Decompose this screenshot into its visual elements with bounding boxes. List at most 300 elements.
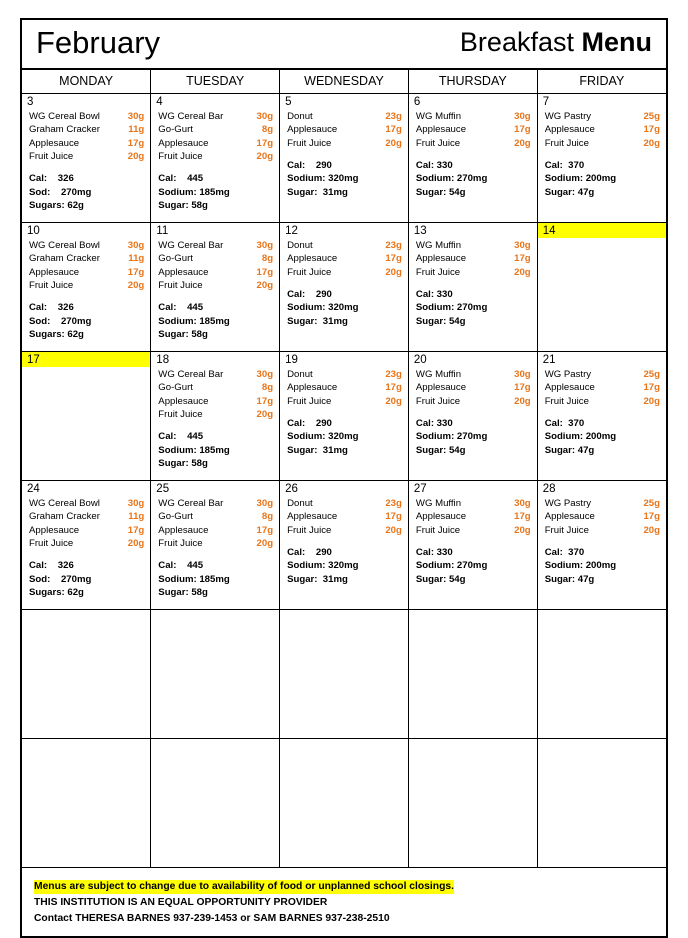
menu-item-grams: 20g: [643, 395, 660, 407]
day-content: [22, 109, 150, 215]
calendar-day-cell[interactable]: [22, 739, 151, 868]
menu-item-name: Applesauce: [544, 382, 595, 394]
menu-item-grams: 20g: [385, 524, 402, 536]
nutrition-total-line: Sugar: 31mg: [287, 186, 348, 198]
menu-item-grams: 11g: [128, 253, 145, 265]
menu-item-name: Applesauce: [158, 137, 209, 149]
day-content: [280, 238, 408, 330]
nutrition-total-line: Sod: 270mg: [29, 573, 92, 585]
menu-item: [29, 137, 144, 150]
day-content: [409, 238, 537, 330]
menu-item: [545, 510, 660, 523]
menu-item: [416, 252, 531, 265]
menu-item-grams: 30g: [514, 369, 531, 381]
menu-item: [29, 266, 144, 279]
calendar-day-cell[interactable]: [280, 352, 409, 481]
day-content: [409, 367, 537, 459]
day-content: [22, 367, 150, 370]
calendar-day-cell[interactable]: [537, 352, 666, 481]
menu-item-grams: 17g: [385, 511, 402, 523]
menu-item-grams: 20g: [127, 279, 145, 291]
menu-item: [158, 279, 273, 292]
menu-item: [287, 137, 402, 150]
menu-item: [287, 497, 402, 510]
day-content: [280, 613, 408, 616]
nutrition-totals: [287, 159, 402, 200]
menu-item-name: Fruit Juice: [415, 524, 461, 536]
menu-item-grams: 17g: [127, 137, 145, 149]
menu-item-grams: 17g: [256, 395, 274, 407]
menu-item: [158, 368, 273, 381]
menu-item-name: WG Muffin: [415, 240, 462, 252]
nutrition-totals: [158, 301, 273, 342]
menu-item-name: Fruit Juice: [544, 395, 589, 407]
menu-item-grams: 23g: [385, 111, 402, 123]
calendar-day-cell[interactable]: [280, 94, 409, 223]
calendar-day-cell[interactable]: [408, 223, 537, 352]
menu-item-grams: 17g: [256, 524, 274, 536]
menu-item-grams: 20g: [385, 137, 402, 149]
day-number: 3: [27, 96, 34, 109]
nutrition-total-line: Sodium: 270mg: [415, 302, 488, 314]
menu-item-grams: 17g: [514, 511, 531, 523]
menu-item-name: Applesauce: [287, 253, 338, 265]
day-number: 21: [542, 354, 556, 367]
nutrition-total-line: Sodium: 270mg: [415, 431, 488, 443]
menu-item: [29, 239, 144, 252]
nutrition-totals: [545, 546, 660, 587]
menu-item-grams: 20g: [256, 279, 274, 291]
calendar-day-cell[interactable]: [22, 223, 151, 352]
menu-item-grams: 23g: [385, 498, 402, 510]
nutrition-totals: [29, 301, 144, 342]
day-content: [151, 367, 279, 473]
menu-item-name: Fruit Juice: [29, 537, 74, 549]
month-title: February: [36, 25, 161, 60]
day-content: [538, 613, 666, 616]
menu-item-name: Donut: [287, 369, 313, 381]
calendar-day-cell[interactable]: [22, 352, 151, 481]
day-content: [538, 367, 666, 459]
menu-item-name: Applesauce: [29, 137, 80, 149]
nutrition-total-line: Cal: 290: [287, 159, 332, 171]
menu-item: [158, 510, 273, 523]
menu-item-grams: 30g: [514, 111, 531, 123]
calendar-day-cell[interactable]: [151, 94, 280, 223]
calendar-day-cell[interactable]: [151, 352, 280, 481]
weekday-header: WEDNESDAY: [280, 70, 409, 94]
menu-item-grams: 17g: [643, 511, 660, 523]
day-content: [151, 109, 279, 215]
menu-item-grams: 20g: [256, 150, 274, 162]
menu-item-grams: 20g: [514, 395, 531, 407]
menu-item-name: Fruit Juice: [158, 150, 203, 162]
menu-item-name: Applesauce: [415, 124, 467, 136]
day-content: [538, 496, 666, 588]
menu-item-name: Fruit Juice: [415, 395, 461, 407]
menu-item: [416, 497, 531, 510]
menu-item-name: Go-Gurt: [158, 253, 193, 265]
calendar-day-cell[interactable]: [280, 223, 409, 352]
nutrition-totals: [545, 417, 660, 458]
menu-item-name: Fruit Juice: [415, 266, 461, 278]
nutrition-total-line: Sugar: 31mg: [287, 444, 348, 456]
footer-contact: Contact THERESA BARNES 937-239-1453 or SAM BARNES 937-238-2510: [34, 913, 390, 925]
nutrition-total-line: Sugar: 58g: [158, 458, 208, 470]
menu-item: [416, 239, 531, 252]
menu-item-name: Graham Cracker: [29, 511, 100, 523]
menu-footer: [22, 867, 666, 936]
nutrition-total-line: Sugars: 62g: [29, 200, 84, 212]
menu-item-grams: 20g: [256, 408, 274, 420]
nutrition-totals: [158, 559, 273, 600]
calendar-day-cell[interactable]: [408, 739, 537, 868]
menu-item: [287, 110, 402, 123]
menu-item-grams: 17g: [385, 382, 402, 394]
menu-item-name: WG Cereal Bowl: [29, 111, 100, 123]
nutrition-total-line: Cal: 326: [29, 559, 74, 571]
menu-item-name: Donut: [287, 498, 313, 510]
menu-item-name: WG Muffin: [415, 111, 462, 123]
day-number: 17: [22, 352, 150, 367]
menu-item-name: Fruit Juice: [29, 150, 74, 162]
menu-item: [29, 150, 144, 163]
menu-item: [158, 524, 273, 537]
calendar-week-row: [22, 223, 666, 352]
menu-item-grams: 30g: [514, 498, 531, 510]
calendar-day-cell[interactable]: [408, 610, 537, 739]
menu-item-name: WG Pastry: [544, 111, 592, 123]
nutrition-total-line: Sugar: 47g: [544, 573, 595, 585]
day-number: 19: [285, 354, 298, 367]
menu-item: [287, 252, 402, 265]
day-content: [22, 496, 150, 602]
day-content: [151, 613, 279, 616]
nutrition-totals: [416, 159, 531, 200]
calendar-week-row: [22, 739, 666, 868]
menu-item-grams: 20g: [127, 537, 145, 549]
menu-item-name: Go-Gurt: [158, 382, 193, 394]
menu-item-name: Applesauce: [544, 511, 595, 523]
menu-item-grams: 11g: [128, 511, 145, 523]
weekday-header: TUESDAY: [151, 70, 280, 94]
nutrition-total-line: Sod: 270mg: [29, 315, 92, 327]
menu-item: [287, 510, 402, 523]
calendar-table: [22, 69, 666, 867]
day-content: [280, 496, 408, 588]
nutrition-totals: [287, 417, 402, 458]
menu-item-grams: 25g: [643, 498, 660, 510]
nutrition-total-line: Cal: 290: [287, 288, 332, 300]
calendar-day-cell[interactable]: [280, 481, 409, 610]
nutrition-totals: [287, 288, 402, 329]
menu-item: [416, 395, 531, 408]
menu-item-name: Applesauce: [158, 524, 209, 536]
weekday-row: [22, 70, 666, 94]
menu-type-title: [460, 28, 652, 58]
nutrition-total-line: Cal: 290: [287, 417, 332, 429]
nutrition-total-line: Cal: 370: [544, 159, 585, 171]
calendar-day-cell[interactable]: [151, 739, 280, 868]
calendar-week-row: [22, 610, 666, 739]
nutrition-totals: [158, 430, 273, 471]
calendar-header-row: [22, 70, 666, 94]
menu-item-grams: 30g: [127, 111, 145, 123]
menu-item-name: WG Cereal Bar: [158, 498, 224, 510]
menu-item-name: WG Pastry: [544, 498, 592, 510]
menu-item-grams: 17g: [643, 382, 660, 394]
calendar-day-cell[interactable]: [151, 481, 280, 610]
menu-item-name: Applesauce: [544, 124, 595, 136]
menu-item: [287, 395, 402, 408]
menu-item-name: Donut: [287, 240, 313, 252]
menu-item: [29, 524, 144, 537]
menu-item-grams: 30g: [256, 498, 274, 510]
menu-item-name: WG Cereal Bar: [158, 369, 224, 381]
menu-item: [158, 239, 273, 252]
menu-item: [29, 279, 144, 292]
menu-item: [416, 524, 531, 537]
nutrition-total-line: Cal: 326: [29, 172, 74, 184]
meal-label: Breakfast: [459, 27, 574, 58]
nutrition-total-line: Sugar: 54g: [415, 444, 466, 456]
menu-item-name: Fruit Juice: [544, 524, 589, 536]
menu-item: [545, 524, 660, 537]
menu-item: [287, 368, 402, 381]
day-number: 13: [413, 225, 427, 238]
menu-item-grams: 30g: [256, 111, 274, 123]
calendar-day-cell[interactable]: [151, 223, 280, 352]
calendar-day-cell[interactable]: [280, 610, 409, 739]
nutrition-total-line: Sugar: 58g: [158, 329, 208, 341]
menu-item: [416, 510, 531, 523]
menu-item-name: Graham Cracker: [29, 124, 100, 136]
menu-item-name: Go-Gurt: [158, 511, 193, 523]
nutrition-total-line: Sugars: 62g: [29, 329, 84, 341]
nutrition-total-line: Sodium: 200mg: [544, 173, 617, 185]
menu-item-grams: 17g: [385, 253, 402, 265]
nutrition-total-line: Cal: 370: [544, 546, 585, 558]
day-number: 11: [156, 225, 169, 238]
menu-item-grams: 25g: [643, 369, 660, 381]
day-number: 10: [27, 225, 40, 238]
nutrition-total-line: Cal: 330: [415, 546, 453, 558]
day-number: 18: [156, 354, 170, 367]
menu-item-grams: 20g: [385, 395, 402, 407]
menu-item-name: WG Pastry: [544, 369, 592, 381]
nutrition-totals: [545, 159, 660, 200]
calendar-day-cell[interactable]: [537, 94, 666, 223]
menu-item: [416, 381, 531, 394]
menu-item-name: Fruit Juice: [544, 137, 589, 149]
menu-item-grams: 30g: [514, 240, 531, 252]
nutrition-total-line: Sodium: 270mg: [415, 560, 488, 572]
menu-item-grams: 20g: [127, 150, 145, 162]
menu-item-name: Applesauce: [158, 395, 209, 407]
menu-item-grams: 20g: [643, 137, 660, 149]
weekday-header: FRIDAY: [537, 70, 666, 94]
menu-item: [416, 110, 531, 123]
day-number: 25: [156, 483, 170, 496]
menu-item-grams: 17g: [127, 524, 145, 536]
calendar-week-row: [22, 94, 666, 223]
nutrition-total-line: Cal: 330: [415, 417, 453, 429]
menu-item-grams: 25g: [643, 111, 660, 123]
day-content: [538, 238, 666, 241]
menu-item-name: Fruit Juice: [158, 279, 203, 291]
menu-item-grams: 8g: [261, 253, 274, 265]
nutrition-total-line: Sugar: 31mg: [287, 315, 348, 327]
menu-item-name: WG Cereal Bowl: [29, 498, 100, 510]
nutrition-total-line: Sugar: 54g: [415, 186, 466, 198]
menu-item-name: Graham Cracker: [29, 253, 100, 265]
menu-item: [158, 150, 273, 163]
menu-item-grams: 23g: [385, 240, 402, 252]
nutrition-total-line: Sodium: 270mg: [415, 173, 488, 185]
nutrition-total-line: Cal: 330: [415, 288, 453, 300]
menu-item-grams: 20g: [514, 524, 531, 536]
calendar-day-cell[interactable]: [22, 94, 151, 223]
calendar-day-cell[interactable]: [22, 610, 151, 739]
menu-item-grams: 20g: [385, 266, 402, 278]
calendar-day-cell[interactable]: [537, 481, 666, 610]
day-content: [409, 109, 537, 201]
menu-item-grams: 20g: [256, 537, 274, 549]
day-content: [22, 613, 150, 616]
day-content: [280, 367, 408, 459]
menu-item-grams: 17g: [514, 124, 531, 136]
menu-item: [545, 395, 660, 408]
calendar-day-cell[interactable]: [408, 481, 537, 610]
menu-item: [158, 137, 273, 150]
day-number: 12: [285, 225, 298, 238]
menu-item-grams: 17g: [256, 137, 274, 149]
footer-provider-statement: THIS INSTITUTION IS AN EQUAL OPPORTUNITY PROVIDER: [34, 897, 328, 909]
menu-item: [416, 368, 531, 381]
menu-item-grams: 23g: [385, 369, 402, 381]
menu-item-grams: 8g: [261, 511, 274, 523]
calendar-day-cell[interactable]: [537, 223, 666, 352]
day-content: [280, 742, 408, 745]
menu-item: [287, 524, 402, 537]
day-content: [280, 109, 408, 201]
nutrition-total-line: Sodium: 185mg: [158, 573, 230, 585]
menu-item-grams: 11g: [128, 124, 145, 136]
menu-item: [29, 252, 144, 265]
day-number: 27: [413, 483, 427, 496]
weekday-header: THURSDAY: [408, 70, 537, 94]
menu-item-grams: 30g: [256, 240, 274, 252]
day-number: 7: [542, 96, 550, 109]
footer-disclaimer: Menus are subject to change due to availability of food or unplanned school closings.: [34, 881, 454, 893]
calendar-day-cell[interactable]: [408, 94, 537, 223]
day-content: [409, 742, 537, 745]
menu-item-name: Fruit Juice: [29, 279, 74, 291]
menu-item: [29, 497, 144, 510]
calendar-day-cell[interactable]: [280, 739, 409, 868]
menu-item-grams: 30g: [127, 498, 145, 510]
day-number: 14: [538, 223, 666, 238]
nutrition-total-line: Sodium: 185mg: [158, 444, 230, 456]
menu-item-name: Applesauce: [415, 511, 467, 523]
menu-item-grams: 17g: [643, 124, 660, 136]
calendar-day-cell[interactable]: [537, 739, 666, 868]
nutrition-total-line: Cal: 290: [287, 546, 332, 558]
day-number: 28: [542, 483, 556, 496]
nutrition-total-line: Sugar: 31mg: [287, 573, 348, 585]
nutrition-total-line: Sodium: 320mg: [287, 431, 359, 443]
menu-item: [158, 408, 273, 421]
nutrition-total-line: Cal: 445: [158, 301, 204, 313]
nutrition-total-line: Sodium: 320mg: [287, 173, 359, 185]
nutrition-total-line: Sodium: 320mg: [287, 560, 359, 572]
calendar-day-cell[interactable]: [408, 352, 537, 481]
nutrition-totals: [287, 546, 402, 587]
day-number: 20: [413, 354, 427, 367]
menu-item-grams: 17g: [514, 253, 531, 265]
menu-item: [158, 537, 273, 550]
menu-item-grams: 8g: [261, 124, 274, 136]
menu-item-grams: 17g: [127, 266, 145, 278]
menu-item: [416, 123, 531, 136]
day-content: [22, 238, 150, 344]
nutrition-total-line: Cal: 445: [158, 172, 204, 184]
menu-item: [287, 266, 402, 279]
menu-item-grams: 17g: [514, 382, 531, 394]
menu-item: [29, 537, 144, 550]
calendar-body: [22, 94, 666, 868]
calendar-day-cell[interactable]: [151, 610, 280, 739]
calendar-day-cell[interactable]: [537, 610, 666, 739]
day-number: 26: [285, 483, 298, 496]
nutrition-total-line: Sodium: 320mg: [287, 302, 359, 314]
menu-item-name: WG Cereal Bar: [158, 240, 224, 252]
menu-item: [158, 395, 273, 408]
nutrition-total-line: Sodium: 185mg: [158, 186, 230, 198]
menu-item-name: Applesauce: [29, 524, 80, 536]
menu-item-grams: 20g: [643, 524, 660, 536]
menu-item-name: Fruit Juice: [287, 137, 332, 149]
nutrition-total-line: Sugar: 54g: [415, 573, 466, 585]
menu-item-name: Applesauce: [287, 511, 338, 523]
menu-item-name: Applesauce: [287, 124, 338, 136]
menu-item: [29, 510, 144, 523]
menu-item-name: Donut: [287, 111, 313, 123]
calendar-day-cell[interactable]: [22, 481, 151, 610]
menu-item-grams: 8g: [261, 382, 274, 394]
nutrition-total-line: Cal: 445: [158, 559, 204, 571]
nutrition-totals: [158, 172, 273, 213]
nutrition-total-line: Cal: 330: [415, 159, 453, 171]
menu-item-name: Fruit Juice: [287, 266, 332, 278]
nutrition-total-line: Sugar: 58g: [158, 587, 208, 599]
menu-item-name: WG Cereal Bowl: [29, 240, 100, 252]
menu-item-name: Fruit Juice: [287, 524, 332, 536]
day-content: [151, 742, 279, 745]
menu-item: [545, 381, 660, 394]
nutrition-total-line: Cal: 370: [544, 417, 585, 429]
day-number: 4: [156, 96, 163, 109]
menu-item: [545, 368, 660, 381]
nutrition-total-line: Sodium: 200mg: [544, 560, 617, 572]
day-content: [409, 613, 537, 616]
day-content: [538, 109, 666, 201]
menu-item-name: Fruit Juice: [287, 395, 332, 407]
menu-item-grams: 30g: [256, 369, 274, 381]
nutrition-totals: [416, 546, 531, 587]
menu-item-grams: 17g: [385, 124, 402, 136]
menu-item-grams: 20g: [514, 266, 531, 278]
